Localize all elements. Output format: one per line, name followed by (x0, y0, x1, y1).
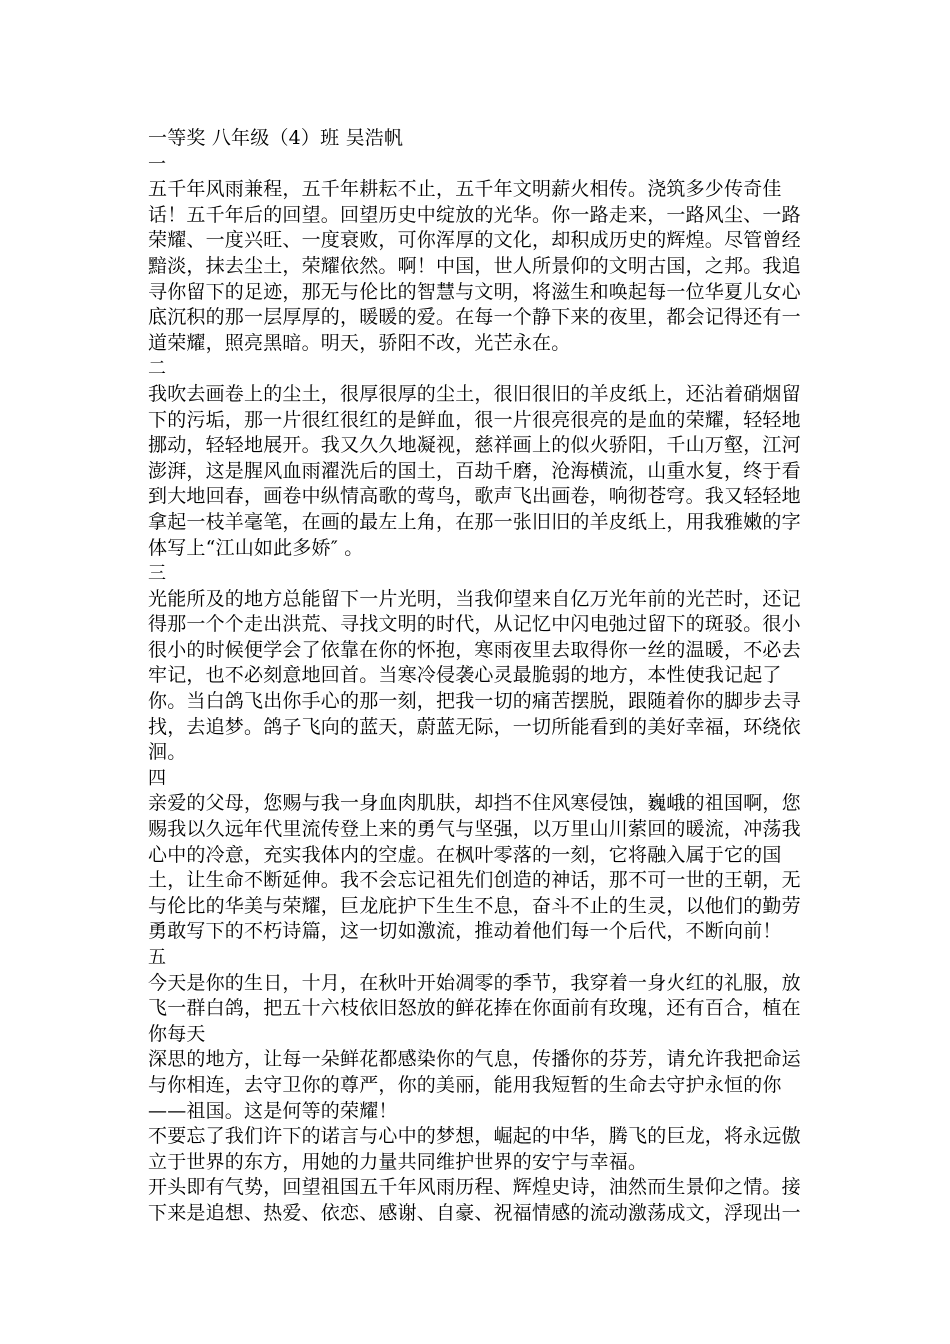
paragraph-line: 与你相连，去守卫你的尊严，你的美丽，能用我短暂的生命去守护永恒的你 (148, 1073, 782, 1096)
paragraph-line: 勇敢写下的不朽诗篇，这一切如激流，推动着他们每一个后代，不断向前！ (148, 920, 782, 943)
paragraph-line: 五千年风雨兼程，五千年耕耘不止，五千年文明薪火相传。浇筑多少传奇佳 (148, 178, 782, 201)
paragraph-line: 道荣耀，照亮黑暗。明天，骄阳不改，光芒永在。 (148, 331, 571, 354)
paragraph-line: ——祖国。这是何等的荣耀！ (148, 1099, 398, 1122)
section-number: 三 (148, 563, 167, 585)
paragraph-line: 我吹去画卷上的尘土，很厚很厚的尘土，很旧很旧的羊皮纸上，还沾着硝烟留 (148, 382, 801, 405)
paragraph-line: 与伦比的华美与荣耀，巨龙庇护下生生不息，奋斗不止的生灵，以他们的勤劳 (148, 894, 801, 917)
paragraph-line: 找，去追梦。鸽子飞向的蓝天，蔚蓝无际，一切所能看到的美好幸福，环绕依 (148, 715, 801, 738)
section-number: 四 (148, 767, 167, 789)
paragraph-line: 底沉积的那一层厚厚的，暖暖的爱。在每一个静下来的夜里，都会记得还有一 (148, 306, 801, 329)
paragraph-line: 不要忘了我们许下的诺言与心中的梦想，崛起的中华，腾飞的巨龙，将永远傲 (148, 1125, 801, 1148)
paragraph-line: 拿起一枝羊毫笔，在画的最左上角，在那一张旧旧的羊皮纸上，用我雅嫩的字 (148, 510, 801, 533)
paragraph-line: 得那一个个走出洪荒、寻找文明的时代，从记忆中闪电弛过留下的斑驳。很小 (148, 613, 801, 636)
paragraph-line: 今天是你的生日，十月，在秋叶开始凋零的季节，我穿着一身火红的礼服，放 (148, 971, 801, 994)
paragraph-line: 洄。 (148, 741, 187, 764)
paragraph-line: 深思的地方，让每一朵鲜花都感染你的气息，传播你的芬芳，请允许我把命运 (148, 1048, 801, 1071)
paragraph-line: 寻你留下的足迹，那无与伦比的智慧与文明，将滋生和唤起每一位华夏儿女心 (148, 280, 801, 303)
paragraph-line: 赐我以久远年代里流传登上来的勇气与坚强，以万里山川萦回的暖流，冲荡我 (148, 818, 801, 841)
paragraph-line: 立于世界的东方，用她的力量共同维护世界的安宁与幸福。 (148, 1150, 648, 1173)
paragraph-line: 下的污垢，那一片很红很红的是鲜血，很一片很亮很亮的是血的荣耀，轻轻地 (148, 408, 801, 431)
essay-body (148, 126, 802, 1227)
paragraph-line: 下来是追想、热爱、依恋、感谢、自豪、祝福情感的流动激荡成文，浮现出一 (148, 1201, 801, 1224)
paragraph-line: 开头即有气势，回望祖国五千年风雨历程、辉煌史诗，油然而生景仰之情。接 (148, 1176, 801, 1199)
section-number: 二 (148, 358, 167, 380)
essay-title: 一等奖 八年级（4）班 吴浩帆 (148, 127, 404, 149)
paragraph-line: 话！五千年后的回望。回望历史中绽放的光华。你一路走来，一路风尘、一路 (148, 203, 801, 226)
paragraph-line: 光能所及的地方总能留下一片光明，当我仰望来自亿万光年前的光芒时，还记 (148, 587, 801, 610)
paragraph-line: 挪动，轻轻地展开。我又久久地凝视，慈祥画上的似火骄阳，千山万壑，江河 (148, 434, 801, 457)
paragraph-line: 你。当白鸽飞出你手心的那一刻，把我一切的痛苦摆脱，跟随着你的脚步去寻 (148, 690, 801, 713)
paragraph-line: 到大地回春，画卷中纵情高歌的莺鸟，歌声飞出画卷，响彻苍穹。我又轻轻地 (148, 485, 801, 508)
section-number: 一 (148, 153, 167, 175)
paragraph-line: 土，让生命不断延伸。我不会忘记祖先们创造的神话，那不可一世的王朝，无 (148, 869, 801, 892)
paragraph-line: 心中的冷意，充实我体内的空虚。在枫叶零落的一刻，它将融入属于它的国 (148, 843, 782, 866)
section-number: 五 (148, 947, 167, 968)
paragraph-line: 黯淡，抹去尘土，荣耀依然。啊！中国，世人所景仰的文明古国，之邦。我追 (148, 254, 801, 277)
paragraph-line: 牢记，也不必刻意地回首。当寒冷侵袭心灵最脆弱的地方，本性使我记起了 (148, 664, 782, 687)
paragraph-line: 澎湃，这是腥风血雨濯洗后的国土，百劫千磨，沧海横流，山重水复，终于看 (148, 459, 801, 482)
paragraph-line: 亲爱的父母，您赐与我一身血肉肌肤，却挡不住风寒侵蚀，巍峨的祖国啊，您 (148, 792, 801, 815)
paragraph-line: 你每天 (148, 1022, 206, 1045)
paragraph-line: 荣耀、一度兴旺、一度衰败，可你浑厚的文化，却积成历史的辉煌。尽管曾经 (148, 229, 801, 252)
paragraph-line: 体写上“江山如此多娇″ 。 (148, 536, 364, 559)
paragraph-line: 很小的时候便学会了依靠在你的怀抱，寒雨夜里去取得你一丝的温暖，不必去 (148, 638, 801, 661)
paragraph-line: 飞一群白鸽，把五十六枝依旧怒放的鲜花捧在你面前有玫瑰，还有百合，植在 (148, 997, 801, 1020)
